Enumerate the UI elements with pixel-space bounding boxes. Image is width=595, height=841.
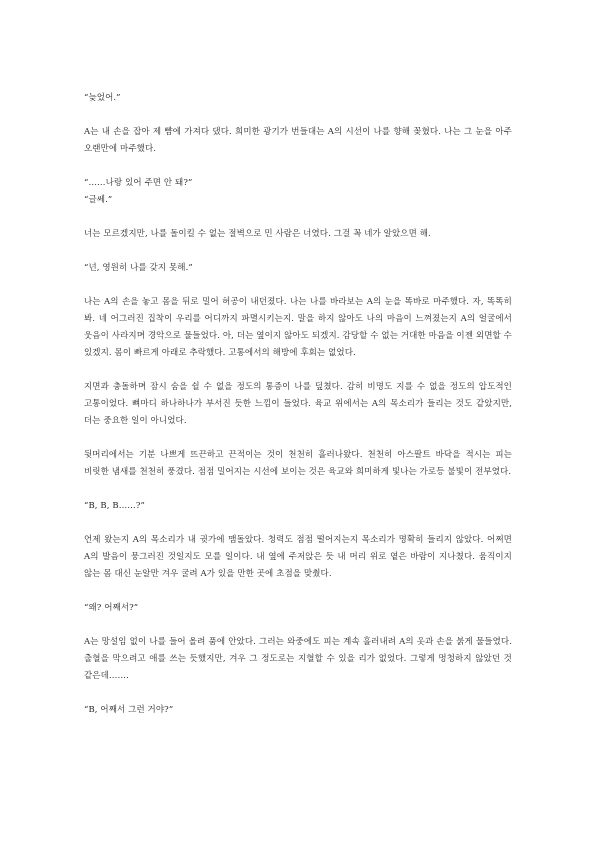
- paragraph-3: 너는 모르겠지만, 나를 돌이킬 수 없는 절벽으로 민 사람은 너였다. 그걸 꼭 네가 알았으면 해.: [84, 229, 431, 239]
- dialogue-line-6: “B, 어째서 그런 거야?”: [84, 705, 174, 715]
- dialogue-line-1: “……나랑 있어 주면 안 돼?”: [84, 178, 193, 188]
- dialogue-line-4: “B, B, B……?”: [84, 501, 145, 511]
- paragraph-6: 뒷머리에서는 기분 나쁘게 뜨끈하고 끈적이는 것이 천천히 흘러나왔다. 천천히 아스팔트 바닥을 적시는 피는 비릿한 냄새를 천천히 풍겼다. 점점 밀어지는 시선에 보이는 것은 육교와 희미하게 빛나는 가로등 불빛이 전부였다.: [84, 450, 512, 477]
- dialogue-line-5: “왜? 어째서?”: [84, 603, 139, 613]
- document-body: [84, 90, 512, 736]
- paragraph-2: A는 내 손을 잡아 제 뺨에 가져다 댔다. 희미한 광기가 번들대는 A의 시선이 나를 향해 꽂혔다. 나는 그 눈을 아주 오랜만에 마주했다.: [84, 127, 512, 154]
- dialogue-line-3: “넌, 영원히 나를 갖지 못해.”: [84, 263, 193, 273]
- paragraph-7: 언제 왔는지 A의 목소리가 내 귓가에 맴돌았다. 청력도 점점 떨어지는지 목소리가 명확히 들리지 않았다. 어쩌면 A의 발음이 뭉그러진 것일지도 모를 일이다. 내 옆에 주저앉은 듯 내 머리 위로 옅은 바람이 지나쳤다. 움직이지 않는 몸 대신 눈알만 겨우 굴려 A가 있을 만한 곳에 초점을 맞췄다.: [84, 535, 512, 579]
- paragraph-4: 나는 A의 손을 놓고 몸을 뒤로 밀어 허공이 내던졌다. 나는 나를 바라보는 A의 눈을 똑바로 마주했다. 자, 똑똑히 봐. 네 어그러진 집착이 우리를 어디까지 파멸시키는지. 말을 하지 않아도 나의 마음이 느껴졌는지 A의 얼굴에서 웃음이 사라지며 경악으로 물들었다. 아, 더는 옆이지 않아도 되겠지. 감당할 수 없는 거대한 마음을 이젠 외면할 수 있겠지. 몸이 빠르게 아래로 추락했다. 고통에서의 해방에 후회는 없었다.: [84, 297, 512, 358]
- dialogue-line-2: “글쎄.”: [84, 195, 113, 205]
- paragraph-1: “늦었어.”: [84, 93, 121, 103]
- paragraph-8: A는 망설임 없이 나를 들어 올려 품에 안았다. 그러는 와중에도 피는 계속 흘러내려 A의 옷과 손을 붉게 물들였다. 출혈을 막으려고 애를 쓰는 듯했지만, 겨우 그 정도로는 지혈할 수 있을 리가 없었다. 그렇게 멍청하지 않았던 것 같은데…….: [84, 637, 512, 681]
- paragraph-5: 지면과 충돌하며 잠시 숨을 쉴 수 없을 정도의 통증이 나를 덮쳤다. 감히 비명도 지를 수 없을 정도의 압도적인 고통이었다. 뼈마디 하나하나가 부서진 듯한 느낌이 들었다. 육교 위에서는 A의 목소리가 들리는 것도 같았지만, 더는 중요한 일이 아니었다.: [84, 382, 512, 426]
